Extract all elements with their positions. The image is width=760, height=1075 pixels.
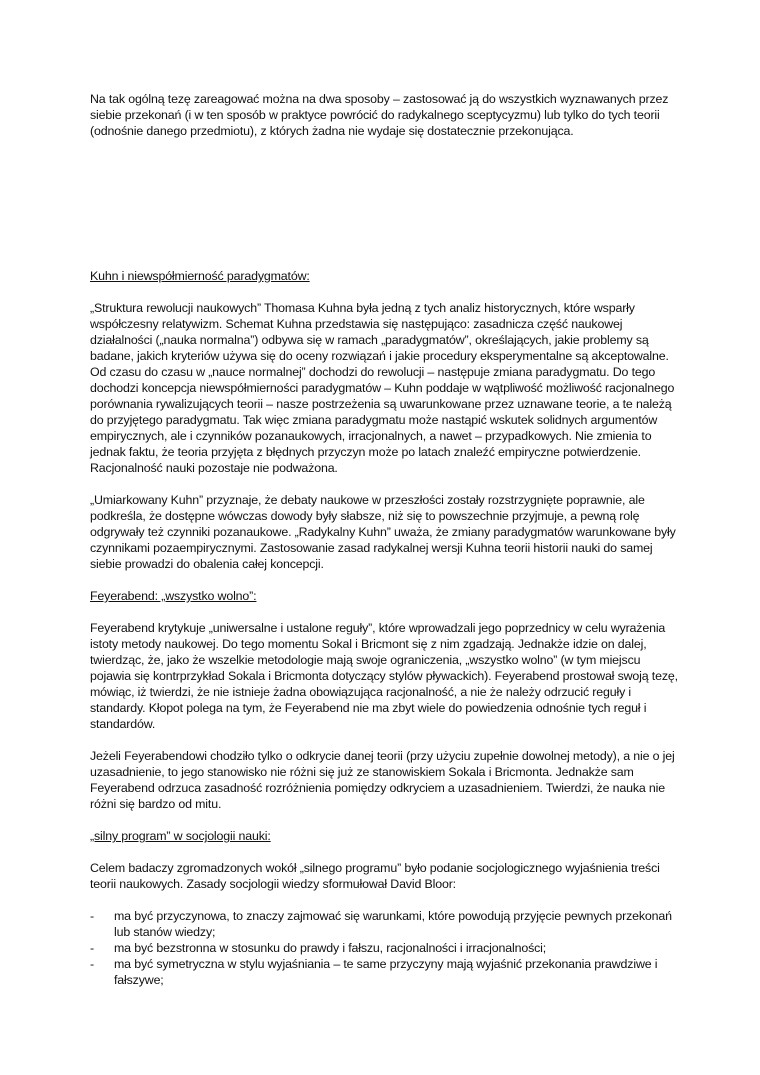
list-dash: - [90,941,94,955]
list-item-text: ma być przyczynowa, to znaczy zajmować się warunkami, które powodują przyjęcie pewnych przekonań lub stanów wiedzy; [114,909,672,939]
kuhn-paragraph-2: „Umiarkowany Kuhn” przyznaje, że debaty naukowe w przeszłości zostały rozstrzygnięte poprawnie, ale podkreśla, że dostępne wówczas dowody były słabsze, niż się to powszechnie przyjmuje, a pewną rolę odgrywały też czynniki pozanaukowe. „Radykalny Kuhn” uważa, że zmiany paradygmatów warunkowane były czynnikami pozaempirycznymi. Zastosowanie zasad radykalnej wersji Kuhna teorii historii nauki do samej siebie prowadzi do obalenia całej koncepcji. [90,493,676,571]
feyerabend-paragraph-1: Feyerabend krytykuje „uniwersalne i ustalone reguły”, które wprowadzali jego poprzednicy w celu wyrażenia istoty metody naukowej. Do tego momentu Sokal i Bricmont się z nim zgadzają. Jednakże idzie on dalej, twierdząc, że, jako że wszelkie metodologie mają swoje ograniczenia, „wszystko wolno” (w tym miejscu pojawia się kontrprzykład Sokala i Bricmonta dotyczący stylów pływackich). Feyerabend prostował swoją tezę, mówiąc, iż twierdzi, że nie istnieje żadna obowiązująca racjonalność, a nie że należy odrzucić reguły i standardy. Kłopot polega na tym, że Feyerabend nie ma zbyt wiele do powiedzenia odnośnie tych reguł i standardów. [90,621,678,731]
intro-paragraph: Na tak ogólną tezę zareagować można na dwa sposoby – zastosować ją do wszystkich wyznawanych przez siebie przekonań (i w ten sposób w praktyce powrócić do radykalnego sceptycyzmu) lub tylko do tych teorii (odnośnie danego przedmiotu), z których żadna nie wydaje się dostatecznie przekonująca. [90,92,669,138]
list-dash: - [90,957,94,971]
list-item-text: ma być bezstronna w stosunku do prawdy i fałszu, racjonalności i irracjonalności; [114,941,547,955]
section-heading-kuhn: Kuhn i niewspółmierność paradygmatów: [90,269,310,283]
list-item [90,940,680,956]
bloor-principles-list [90,908,680,988]
list-item [90,956,680,988]
section-heading-strong-program: „silny program” w socjologii nauki: [90,829,271,843]
list-item [90,908,680,940]
blank-space [90,155,680,268]
section-heading-feyerabend: Feyerabend: „wszystko wolno”: [90,589,257,603]
feyerabend-paragraph-2: Jeżeli Feyerabendowi chodziło tylko o odkrycie danej teorii (przy użyciu zupełnie dowolnej metody), a nie o jej uzasadnienie, to jego stanowisko nie różni się już ze stanowiskiem Sokala i Bricmonta. Jednakże sam Feyerabend odrzuca zasadność rozróżnienia pomiędzy odkryciem a uzasadnieniem. Twierdzi, że nauka nie różni się bardzo od mitu. [90,749,675,811]
kuhn-paragraph-1: „Struktura rewolucji naukowych” Thomasa Kuhna była jedną z tych analiz historycznych, które wsparły współczesny relatywizm. Schemat Kuhna przedstawia się następująco: zasadnicza część naukowej działalności („nauka normalna”) odbywa się w ramach „paradygmatów”, określających, jakie problemy są badane, jakich kryteriów używa się do oceny rozwiązań i jakie procedury eksperymentalne są akceptowalne. Od czasu do czasu w „nauce normalnej” dochodzi do rewolucji – następuje zmiana paradygmatu. Do tego dochodzi koncepcja niewspółmierności paradygmatów – Kuhn poddaje w wątpliwość możliwość racjonalnego porównania rywalizujących teorii – nasze postrzeżenia są uwarunkowane przez uznawane teorie, a te należą do przyjętego paradygmatu. Tak więc zmiana paradygmatu może nastąpić wskutek solidnych argumentów empirycznych, ale i czynników pozanaukowych, irracjonalnych, a nawet – przypadkowych. Nie zmienia to jednak faktu, że teoria przyjęta z błędnych przyczyn może po latach znaleźć empiryczne potwierdzenie. Racjonalność nauki pozostaje nie podważona. [90,301,675,475]
strong-program-paragraph-1: Celem badaczy zgromadzonych wokół „silnego programu” było podanie socjologicznego wyjaśnienia treści teorii naukowych. Zasady socjologii wiedzy sformułował David Bloor: [90,861,660,891]
list-item-text: ma być symetryczna w stylu wyjaśniania – te same przyczyny mają wyjaśnić przekonania prawdziwe i fałszywe; [114,957,658,987]
document-page [90,91,680,988]
list-dash: - [90,909,94,923]
